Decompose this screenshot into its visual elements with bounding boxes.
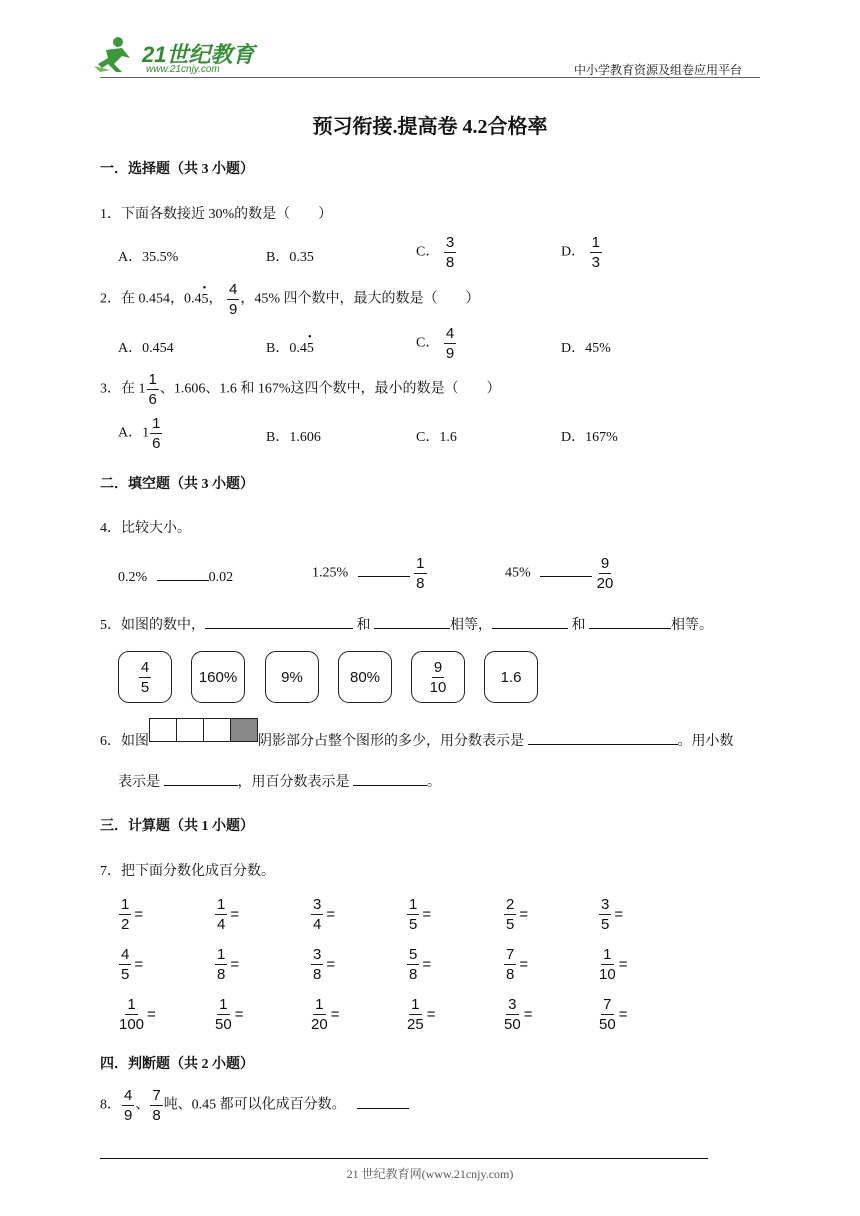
stem-text: 2．在 0.454，0.4 xyxy=(100,291,202,307)
fraction-to-percent-item xyxy=(406,897,431,932)
compare-left: 0.2% xyxy=(118,570,148,585)
answer-blank[interactable] xyxy=(358,562,410,577)
fraction: $\frac{1}{6}$ xyxy=(152,415,161,452)
equals-sign: = xyxy=(618,1006,628,1023)
equals-sign: = xyxy=(234,1006,244,1023)
fraction: $\frac{7}{8}$ xyxy=(152,1087,161,1124)
section-heading-fill: 二．填空题（共 3 小题） xyxy=(100,477,254,492)
stem-text: 8． xyxy=(100,1097,121,1113)
question-2-stem xyxy=(100,282,480,317)
fraction: $\frac{3}{4}$ xyxy=(313,896,322,933)
fraction: $\frac{1}{20}$ xyxy=(311,996,328,1033)
answer-blank[interactable] xyxy=(157,566,209,581)
q1-option-a: A．35.5% xyxy=(118,250,179,265)
fraction-to-percent-item xyxy=(214,897,239,932)
question-6-line-1 xyxy=(100,730,149,750)
fraction: $\frac{1}{50}$ xyxy=(215,996,232,1033)
question-6-line-2 xyxy=(118,771,441,791)
number-card-160-percent: 160% xyxy=(191,651,245,703)
compare-left: 45% xyxy=(505,565,531,581)
logo-url: www.21cnjy.com xyxy=(146,64,220,75)
number-card-nine-tenths xyxy=(411,651,465,703)
q4-compare-2 xyxy=(312,556,428,591)
fraction: $\frac{2}{5}$ xyxy=(506,896,515,933)
footer-text: 21 世纪教育网(www.21cnjy.com) xyxy=(346,1167,514,1181)
fraction-to-percent-item xyxy=(310,947,335,982)
fraction: $\frac{9}{10}$ xyxy=(429,658,447,696)
fraction-to-percent-item xyxy=(503,997,532,1032)
question-3-stem xyxy=(100,372,501,407)
fraction-to-percent-item xyxy=(598,947,627,982)
header-rule xyxy=(100,77,760,78)
stem-text: 表示是 xyxy=(118,775,160,790)
q2-option-d: D．45% xyxy=(561,341,611,356)
q2-option-a: A．0.454 xyxy=(118,341,174,356)
equals-sign: = xyxy=(519,906,529,923)
stem-text: ，45% 四个数中，最大的数是（ ） xyxy=(240,291,480,307)
stem-text: ， xyxy=(208,291,223,307)
answer-blank[interactable] xyxy=(374,614,450,629)
fraction: $\frac{9}{20}$ xyxy=(596,555,614,592)
section-heading-calc: 三．计算题（共 1 小题） xyxy=(100,819,254,834)
platform-name: 中小学教育资源及组卷应用平台 xyxy=(574,63,743,77)
fraction-to-percent-item xyxy=(503,947,528,982)
equals-sign: = xyxy=(422,906,432,923)
question-1-stem: 1．下面各数接近 30%的数是（ ） xyxy=(100,207,333,222)
answer-blank[interactable] xyxy=(492,614,568,629)
fraction: $\frac{4}{5}$ xyxy=(140,658,150,696)
option-label: D． xyxy=(561,244,586,260)
number-card-9-percent: 9% xyxy=(265,651,319,703)
fraction: $\frac{1}{3}$ xyxy=(591,234,600,271)
stem-text: 6．如图 xyxy=(100,734,149,749)
equals-sign: = xyxy=(523,1006,533,1023)
fraction: $\frac{1}{25}$ xyxy=(407,996,424,1033)
strip-cell xyxy=(150,719,177,741)
answer-blank[interactable] xyxy=(357,1094,409,1109)
answer-blank[interactable] xyxy=(205,614,353,629)
q1-option-c xyxy=(416,235,457,270)
q2-option-b xyxy=(266,337,314,357)
number-card-80-percent: 80% xyxy=(338,651,392,703)
equals-sign: = xyxy=(326,906,336,923)
fraction: $\frac{4}{9}$ xyxy=(229,281,238,318)
equals-sign: = xyxy=(422,956,432,973)
equals-sign: = xyxy=(230,956,240,973)
repeating-digit: • 5 xyxy=(307,341,314,357)
answer-blank[interactable] xyxy=(540,562,592,577)
stem-text: 、 xyxy=(135,1097,150,1113)
page-title: 预习衔接.提高卷 4.2合格率 xyxy=(312,116,548,138)
stem-text: 吨、0.45 都可以化成百分数。 xyxy=(163,1097,346,1113)
fraction-to-percent-item xyxy=(118,997,156,1032)
answer-blank[interactable] xyxy=(353,771,427,786)
stem-text: 和 xyxy=(356,618,371,633)
fraction: $\frac{1}{4}$ xyxy=(217,896,226,933)
equals-sign: = xyxy=(230,906,240,923)
q3-option-d: D．167% xyxy=(561,430,618,445)
fraction: $\frac{1}{100}$ xyxy=(119,996,145,1033)
stem-text: ，用百分数表示是 xyxy=(237,775,350,790)
equals-sign: = xyxy=(134,956,144,973)
logo-icon xyxy=(92,34,142,74)
fraction: $\frac{5}{8}$ xyxy=(409,946,418,983)
fraction: $\frac{7}{8}$ xyxy=(506,946,515,983)
stem-text: 、1.606、1.6 和 167%这四个数中，最小的数是（ ） xyxy=(159,381,501,397)
compare-right: 0.02 xyxy=(208,570,234,585)
fraction: $\frac{3}{50}$ xyxy=(504,996,521,1033)
number-card-1-point-6: 1.6 xyxy=(484,651,538,703)
question-4-stem: 4．比较大小。 xyxy=(100,521,191,536)
strip-cell xyxy=(177,719,204,741)
fraction-to-percent-item xyxy=(406,947,431,982)
fraction: $\frac{3}{8}$ xyxy=(445,234,455,271)
fraction-to-percent-item xyxy=(406,997,435,1032)
option-label: C． xyxy=(416,335,440,351)
fraction: $\frac{4}{5}$ xyxy=(121,946,130,983)
strip-cell xyxy=(204,719,231,741)
footer-rule xyxy=(100,1158,708,1159)
repeating-digit: • 5 xyxy=(202,292,209,308)
section-heading-choice: 一．选择题（共 3 小题） xyxy=(100,162,254,177)
q1-option-b: B．0.35 xyxy=(266,250,314,265)
q1-option-d xyxy=(561,235,603,270)
option-label: C． xyxy=(416,244,440,260)
answer-blank[interactable] xyxy=(164,771,238,786)
fraction-to-percent-item xyxy=(598,897,623,932)
stem-text: 5．如图的数中， xyxy=(100,618,205,633)
answer-blank[interactable] xyxy=(528,730,678,745)
fraction: $\frac{7}{50}$ xyxy=(599,996,616,1033)
question-7-stem: 7．把下面分数化成百分数。 xyxy=(100,864,275,879)
option-label: A．1 xyxy=(118,425,150,441)
q2-option-c xyxy=(416,326,457,361)
equals-sign: = xyxy=(618,956,628,973)
q4-compare-1 xyxy=(118,566,233,586)
fraction: $\frac{4}{9}$ xyxy=(124,1087,133,1124)
fraction-to-percent-item xyxy=(503,897,528,932)
fraction-to-percent-item xyxy=(598,997,627,1032)
question-6-line-1-rest xyxy=(258,730,734,750)
stem-text: 相等。 xyxy=(671,618,713,633)
logo-text: 21世纪教育 xyxy=(142,42,255,67)
fraction-to-percent-item xyxy=(118,947,143,982)
stem-text: 相等， xyxy=(450,618,492,633)
equals-sign: = xyxy=(330,1006,340,1023)
fraction-to-percent-item xyxy=(310,897,335,932)
fraction-to-percent-item xyxy=(118,897,143,932)
fraction-to-percent-item xyxy=(310,997,339,1032)
fraction-to-percent-item xyxy=(214,947,239,982)
equals-sign: = xyxy=(426,1006,436,1023)
fraction: $\frac{3}{8}$ xyxy=(313,946,322,983)
question-5-stem xyxy=(100,614,713,634)
equals-sign: = xyxy=(614,906,624,923)
fraction-to-percent-item xyxy=(214,997,243,1032)
answer-blank[interactable] xyxy=(589,614,671,629)
section-heading-judge: 四．判断题（共 2 小题） xyxy=(100,1057,254,1072)
number-card-four-fifths xyxy=(118,651,172,703)
equals-sign: = xyxy=(147,1006,156,1023)
fraction: $\frac{1}{8}$ xyxy=(416,555,425,592)
equals-sign: = xyxy=(134,906,144,923)
q3-option-c: C．1.6 xyxy=(416,430,457,445)
fraction: $\frac{1}{8}$ xyxy=(217,946,226,983)
question-8-stem xyxy=(100,1088,409,1123)
equals-sign: = xyxy=(519,956,529,973)
stem-text: 和 xyxy=(571,618,586,633)
stem-text: 。 xyxy=(427,775,441,790)
q3-option-b: B．1.606 xyxy=(266,430,321,445)
fraction: $\frac{1}{6}$ xyxy=(148,371,157,408)
fraction: $\frac{1}{2}$ xyxy=(121,896,130,933)
shaded-strip-figure xyxy=(149,718,258,742)
strip-cell-shaded xyxy=(231,719,257,741)
q4-compare-3 xyxy=(505,556,614,591)
fraction: $\frac{1}{5}$ xyxy=(409,896,418,933)
equals-sign: = xyxy=(326,956,336,973)
stem-text: 。用小数 xyxy=(677,734,734,749)
fraction: $\frac{3}{5}$ xyxy=(601,896,610,933)
option-label: B．0.4 xyxy=(266,341,307,356)
stem-text: 阴影部分占整个图形的多少，用分数表示是 xyxy=(258,734,524,749)
stem-text: 3．在 1 xyxy=(100,381,146,397)
q3-option-a xyxy=(118,416,163,451)
fraction: $\frac{4}{9}$ xyxy=(445,325,455,362)
fraction: $\frac{1}{10}$ xyxy=(599,946,616,983)
compare-left: 1.25% xyxy=(312,565,349,581)
